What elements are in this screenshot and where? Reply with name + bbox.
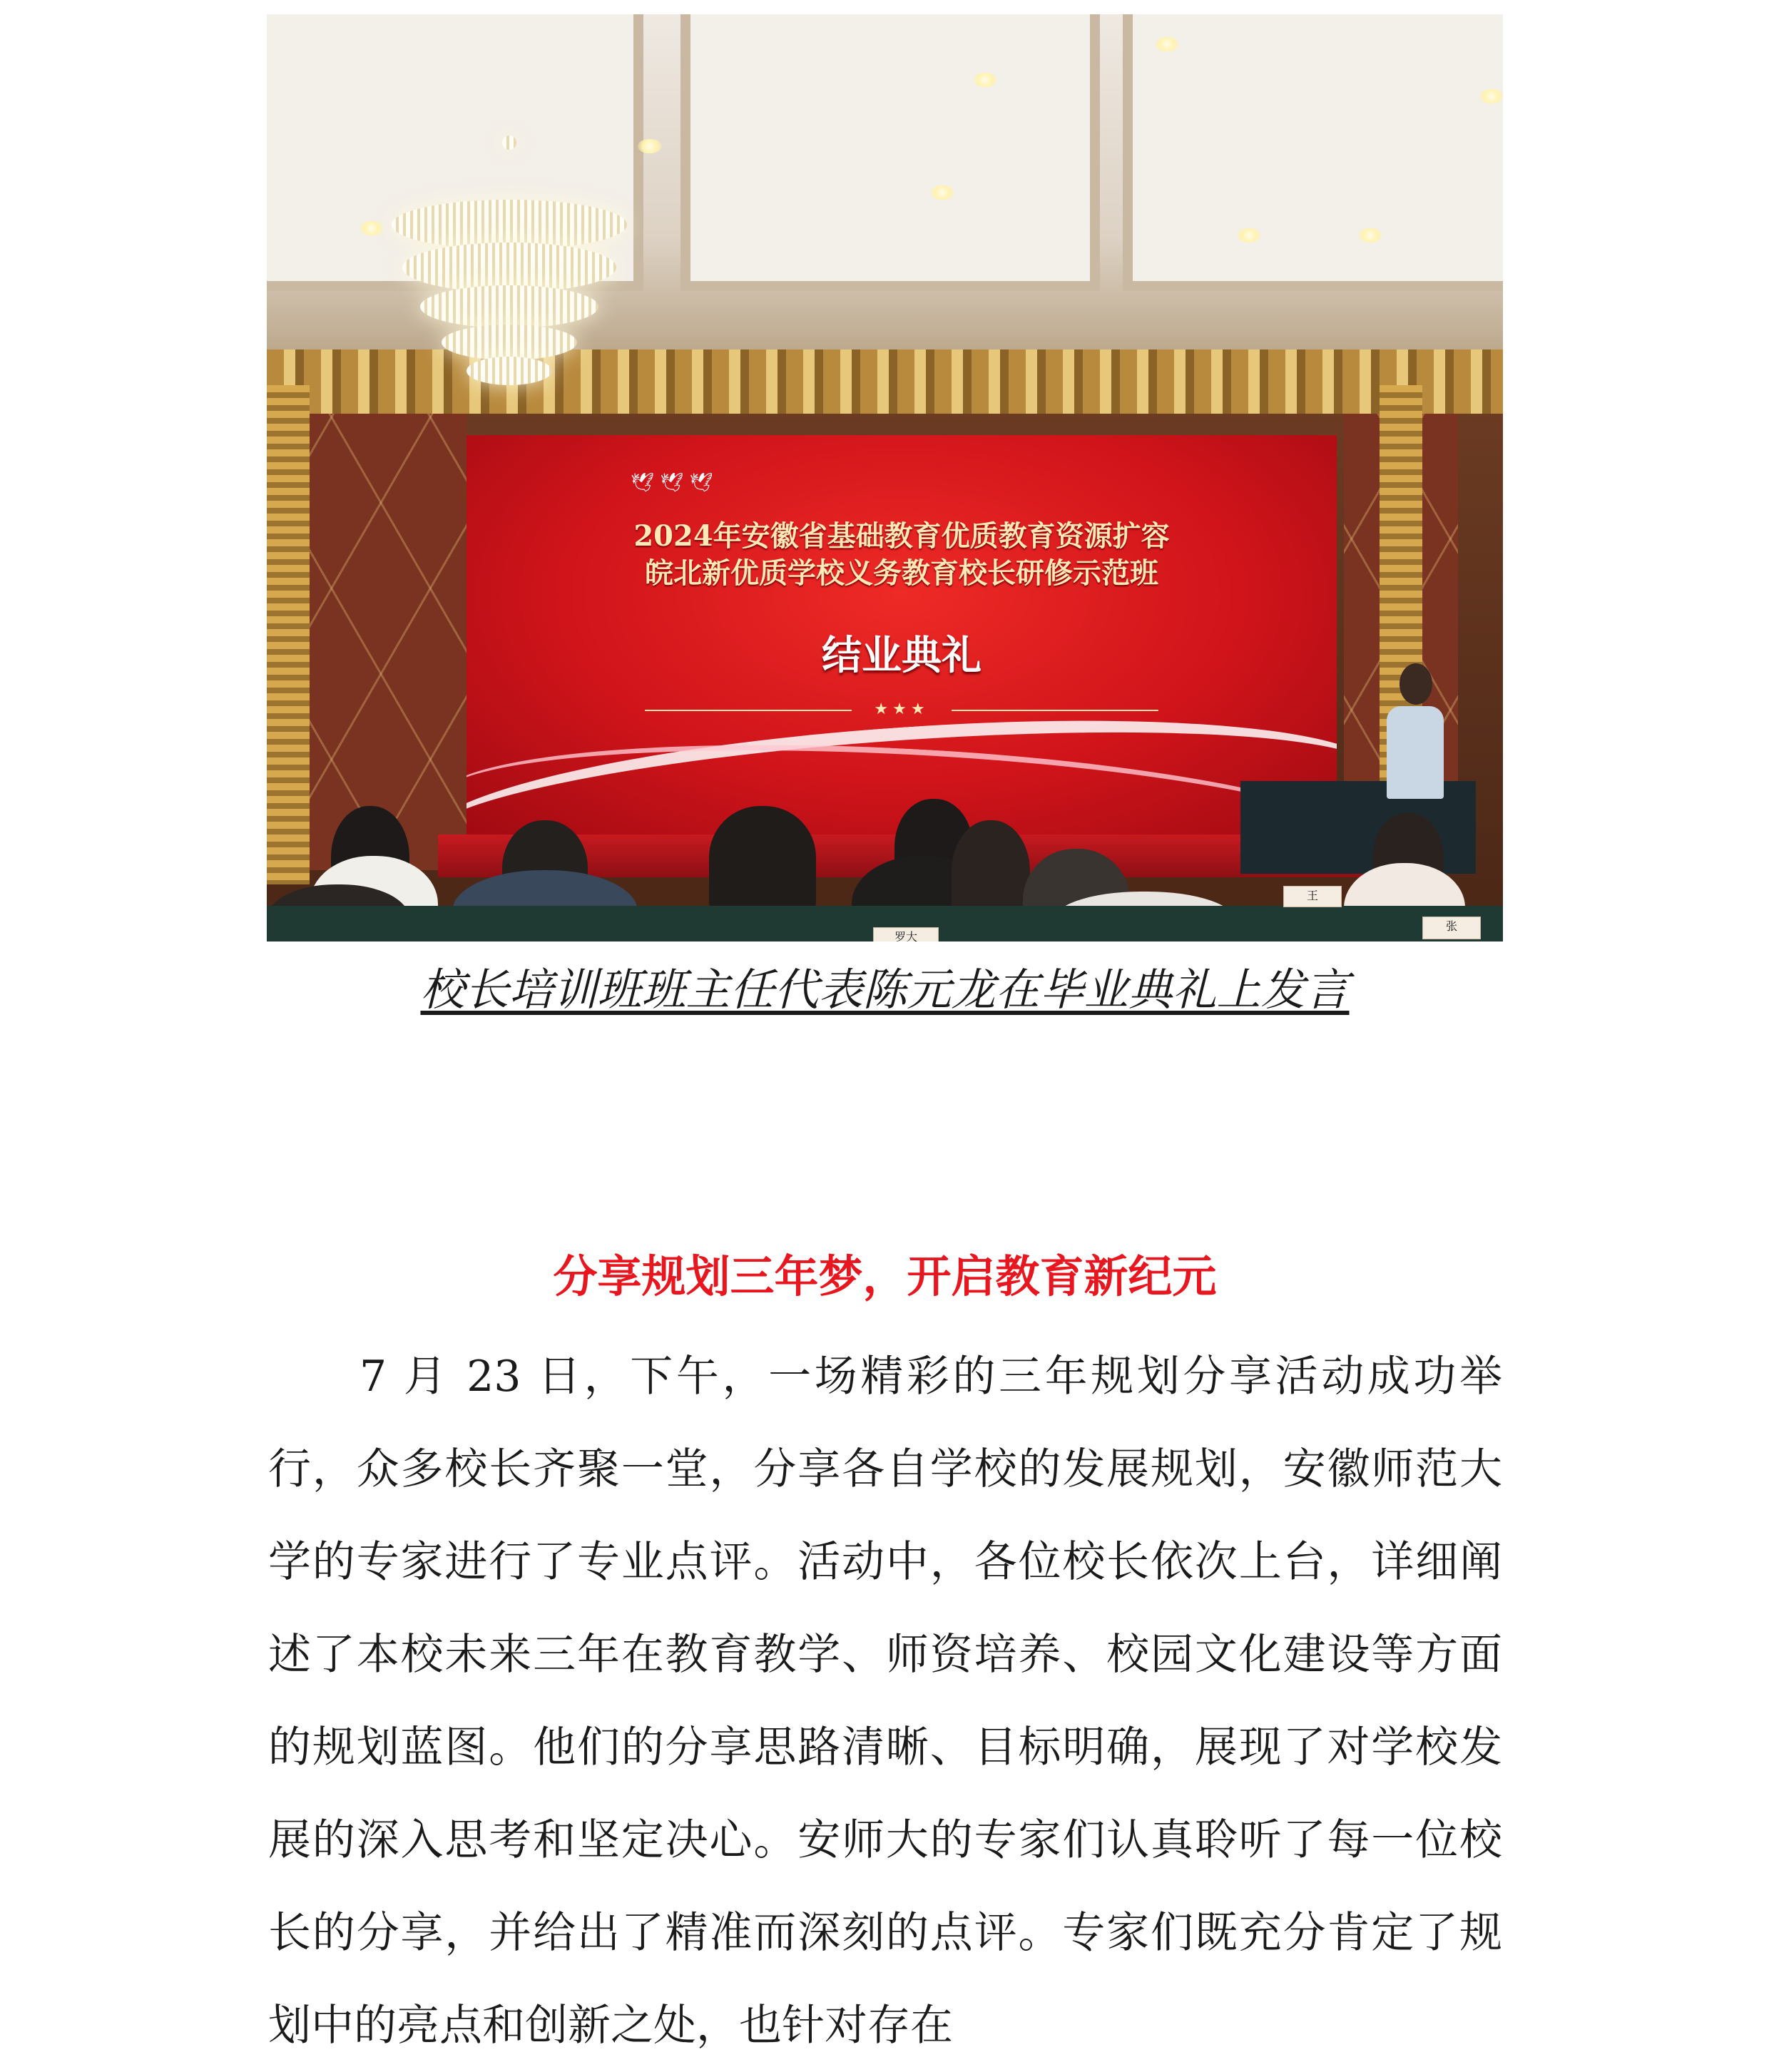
screen-title-line1: 2024年安徽省基础教育优质教育资源扩容: [633, 519, 1170, 553]
ceiling-light: [930, 185, 954, 200]
photo-caption: 校长培训班班主任代表陈元龙在毕业典礼上发言: [420, 964, 1350, 1016]
ceiling-light: [1358, 228, 1382, 243]
nameplate: 王: [1283, 886, 1342, 907]
stars-icon: ★★★: [874, 700, 929, 718]
ceiling-light: [360, 221, 384, 235]
doves-icon: 🕊 🕊 🕊: [631, 472, 713, 494]
ceiling-light: [1155, 37, 1179, 51]
speaker: [1387, 706, 1444, 799]
wall-panel: [295, 414, 467, 870]
event-photo: [267, 14, 1503, 941]
ceiling-light: [1237, 228, 1261, 243]
ceiling-coffer: [680, 14, 1100, 291]
nameplate: 张: [1422, 917, 1481, 939]
screen-divider: [952, 710, 1158, 711]
section-heading: 分享规划三年梦，开启教育新纪元: [553, 1250, 1217, 1302]
nameplate: 罗大: [873, 927, 939, 941]
ceiling-light: [638, 139, 662, 153]
pillar: [267, 385, 310, 884]
speaker-head: [1400, 663, 1432, 705]
led-screen: [467, 435, 1337, 835]
body-paragraph: 7 月 23 日，下午，一场精彩的三年规划分享活动成功举行，众多校长齐聚一堂，分享各自学校的发展规划，安徽师范大学的专家进行了专业点评。活动中，各位校长依次上台，详细阐述了本校未来三年在教育教学、师资培养、校园文化建设等方面的规划蓝图。他们的分享思路清晰、目标明确，展现了对学校发展的深入思考和坚定决心。安师大的专家们认真聆听了每一位校长的分享，并给出了精准而深刻的点评。专家们既充分肯定了规划中的亮点和创新之处，也针对存在: [268, 1352, 1502, 2051]
ceiling-light: [973, 73, 997, 87]
audience-member: [709, 806, 816, 913]
ceiling-light: [1479, 89, 1503, 103]
ceiling-coffer: [1123, 14, 1503, 291]
chandelier: [402, 136, 616, 399]
screen-subtitle: 结业典礼: [822, 632, 982, 679]
screen-title-line2: 皖北新优质学校义务教育校长研修示范班: [645, 556, 1158, 590]
